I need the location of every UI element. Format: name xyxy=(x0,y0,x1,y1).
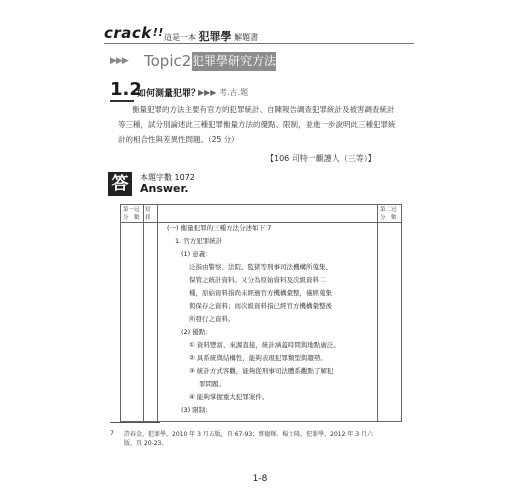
footnote-text: 許春金，犯罪學，2010 年 3 月五版，頁 67-93；蔡德輝、楊士隆，犯罪學，2012 年 3 月六版，頁 20-23。 xyxy=(124,431,373,447)
answer-line: 種，原始資料指尚未經過官方機構彙整，僅經蒐集 xyxy=(189,289,332,297)
topic-title: 犯罪學研究方法 xyxy=(192,52,276,71)
answer-line: ① 資料豐富、來源直接，統計涵蓋時間與地點廣泛。 xyxy=(189,341,340,349)
answer-line: ③ 統計方式客觀，能夠從刑事司法體系觀點了解犯 xyxy=(189,367,334,375)
answer-line: (1) 意義： xyxy=(181,250,212,258)
second-score-column-header: 第二冠 分 數 xyxy=(380,207,397,221)
answer-line: (3) 限制： xyxy=(181,406,212,414)
answer-line: 1. 官方犯罪統計 xyxy=(175,237,223,245)
topic-label: Topic2 xyxy=(144,52,192,70)
answer-icon: 答 xyxy=(108,172,132,196)
answer-table xyxy=(120,204,402,422)
answer-line: 與保存之資料；而次級資料指已經官方機構彙整後 xyxy=(189,302,332,310)
header-divider xyxy=(104,43,414,44)
answer-line: 泛指由警察、法院、監獄等刑事司法機構所蒐集、 xyxy=(189,263,332,271)
brand-mark: !! xyxy=(152,26,164,39)
question-number: 1.2 xyxy=(110,79,142,100)
answer-line: ④ 能夠掌握重大犯罪案件。 xyxy=(189,393,269,401)
answer-line: 保管之統計資料。又分為原始資料及次級資料二 xyxy=(189,276,326,284)
answer-line: (一) 衡量犯罪的三種方法分述如下 7 xyxy=(167,224,272,232)
footnote-rule xyxy=(110,422,160,423)
question-tags: ▶▶▶ 考.古.題 xyxy=(198,88,249,97)
question-source: 【106 司特一觀護人（三等）】 xyxy=(266,154,376,163)
brand-logo: crack!! xyxy=(104,24,164,42)
table-divider xyxy=(377,205,378,421)
table-header-rule xyxy=(121,222,401,223)
topic-arrows-icon: ▶▶▶ xyxy=(110,56,128,66)
table-divider xyxy=(143,205,144,421)
brand-subtitle: 這是一本 犯罪學 解題書 xyxy=(164,30,259,43)
table-divider xyxy=(157,205,158,421)
write-column-header: 寫 我 xyxy=(145,207,151,221)
page-number: 1-8 xyxy=(252,474,268,484)
answer-line: 所發行之資料。 xyxy=(189,315,235,323)
answer-label: Answer. xyxy=(140,182,189,195)
answer-line: 罪問題。 xyxy=(199,380,225,388)
word-count: 本題字數 1072 xyxy=(140,173,195,182)
answer-line: ② 具系統與結構性，能夠表現犯罪類型與趨勢。 xyxy=(189,354,327,362)
question-title: 如何測量犯罪？ xyxy=(137,89,201,99)
footnote-number: 7 xyxy=(110,430,114,437)
question-text: 衡量犯罪的方法主要有官方的犯罪統計、自陳報告調查犯罪統計及被害調查統計等三種，試分別論述此三種犯罪衡量方法的優點、限制，並進一步說明此三種犯罪統計的相合性與差異性問題。（25 分） xyxy=(118,105,396,144)
answer-line: (2) 優點： xyxy=(181,328,212,336)
score-column-header: 第一冠 分 數 xyxy=(123,207,140,221)
